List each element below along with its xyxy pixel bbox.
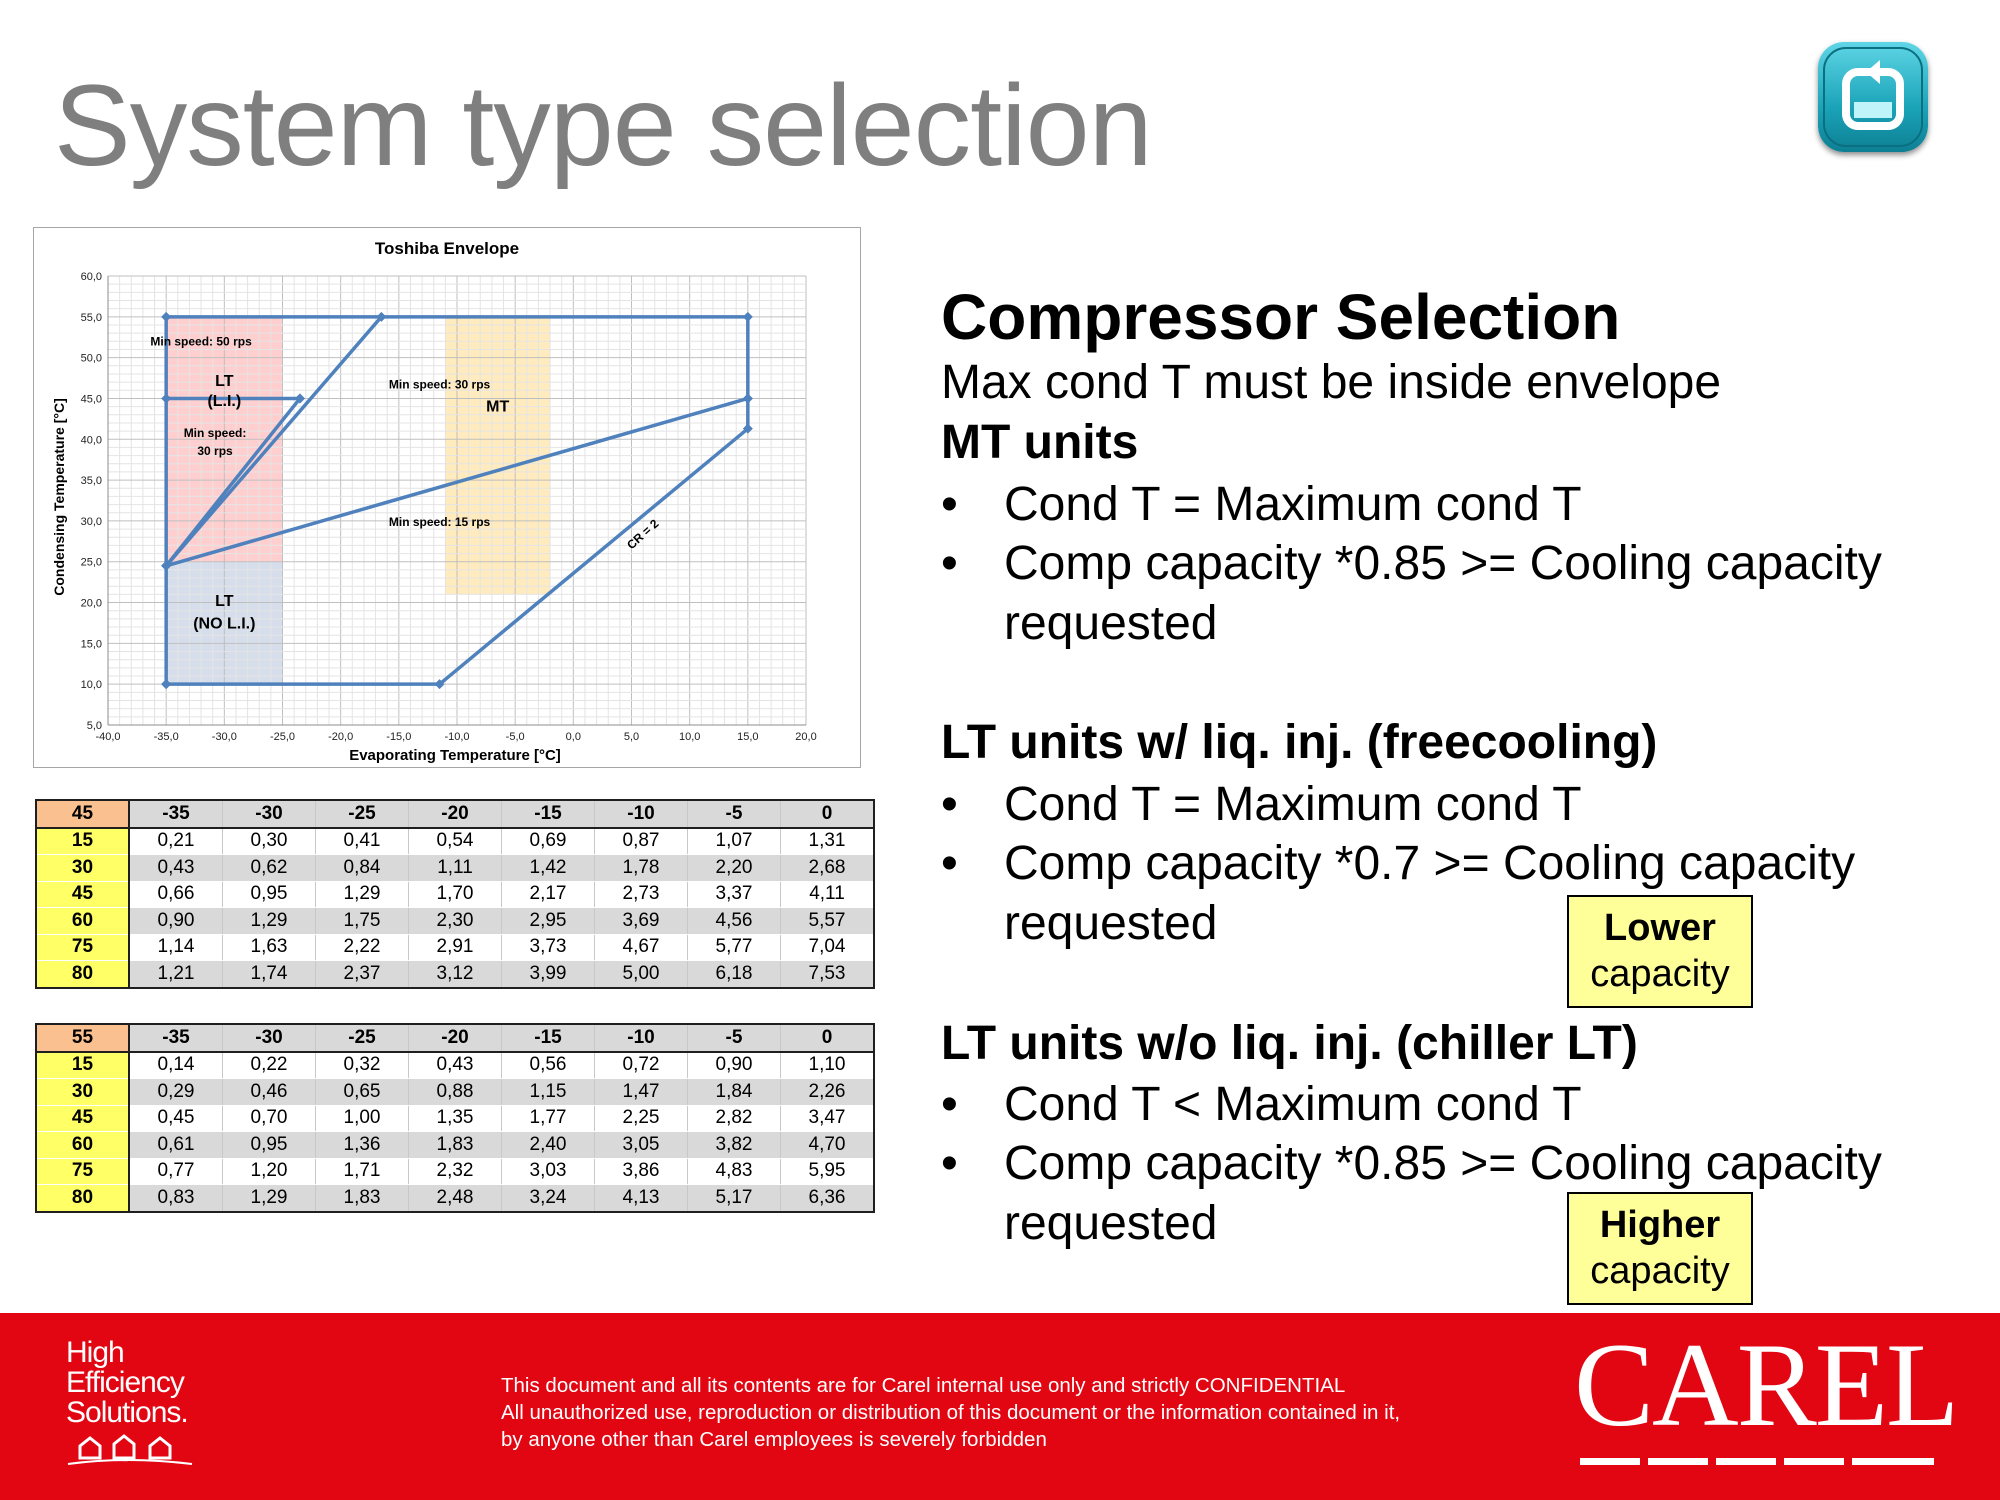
y-axis-label: Condensing Temperature [°C] bbox=[51, 398, 67, 596]
table-row bbox=[36, 908, 874, 935]
mt-units-title: MT units bbox=[941, 416, 1139, 469]
conf-line: by anyone other than Carel employees is severely forbidden bbox=[501, 1428, 1047, 1451]
x-tick-label: 20,0 bbox=[795, 731, 817, 743]
table-cell: 2,17 bbox=[502, 881, 595, 908]
table-row bbox=[36, 881, 874, 908]
table-cell: 2,82 bbox=[688, 1105, 781, 1132]
table-row bbox=[36, 934, 874, 961]
lower-capacity-callout bbox=[1567, 895, 1753, 1008]
table-row bbox=[36, 1052, 874, 1079]
table-cell: 1,74 bbox=[223, 961, 316, 988]
page-title: System type selection bbox=[54, 62, 1152, 190]
table-cell: 1,29 bbox=[223, 1185, 316, 1212]
bullet-marker: • bbox=[941, 1078, 958, 1131]
table-column-header: -30 bbox=[223, 800, 316, 828]
table-cell: 0,72 bbox=[595, 1052, 688, 1079]
chart-annotation: CR = 2 bbox=[624, 516, 662, 553]
logo-underline bbox=[1852, 1458, 1934, 1465]
table-cell: 1,00 bbox=[316, 1105, 409, 1132]
callout-higher-text: capacity bbox=[1590, 1250, 1730, 1292]
x-tick-label: 15,0 bbox=[737, 731, 759, 743]
table-row bbox=[36, 1158, 874, 1185]
table-row-header: 15 bbox=[36, 828, 129, 855]
table-cell: 1,77 bbox=[502, 1105, 595, 1132]
table-cell: 3,69 bbox=[595, 908, 688, 935]
table-cell: 0,21 bbox=[129, 828, 223, 855]
table-row-header: 75 bbox=[36, 1158, 129, 1185]
x-tick-label: -10,0 bbox=[444, 731, 470, 743]
higher-capacity-callout bbox=[1567, 1192, 1753, 1305]
table-corner: 45 bbox=[36, 800, 129, 828]
x-tick-label: -25,0 bbox=[269, 731, 296, 743]
table-row-header: 60 bbox=[36, 1132, 129, 1159]
table-cell: 0,88 bbox=[409, 1079, 502, 1106]
table-cell: 1,63 bbox=[223, 934, 316, 961]
chart-annotation: (NO L.I.) bbox=[193, 615, 256, 633]
table-cell: 4,56 bbox=[688, 908, 781, 935]
table-cell: 0,83 bbox=[129, 1185, 223, 1212]
table-cell: 1,75 bbox=[316, 908, 409, 935]
table-cell: 0,90 bbox=[129, 908, 223, 935]
y-tick-label: 55,0 bbox=[80, 311, 102, 324]
lt-li-bullet-2: Comp capacity *0.7 >= Cooling capacity bbox=[1004, 837, 1856, 890]
table-cell: 2,91 bbox=[409, 934, 502, 961]
x-tick-label: -15,0 bbox=[386, 731, 412, 743]
y-tick-label: 35,0 bbox=[80, 475, 102, 488]
table-cell: 1,84 bbox=[688, 1079, 781, 1106]
lt-noli-bullet-1: Cond T < Maximum cond T bbox=[1004, 1078, 1582, 1131]
table-column-header: -25 bbox=[316, 1024, 409, 1052]
table-row bbox=[36, 855, 874, 882]
chart-annotation: 30 rps bbox=[197, 443, 233, 458]
table-column-header: 0 bbox=[781, 1024, 875, 1052]
table-cell: 1,47 bbox=[595, 1079, 688, 1106]
table-cell: 5,95 bbox=[781, 1158, 875, 1185]
x-tick-label: 10,0 bbox=[678, 731, 701, 743]
table-row-header: 45 bbox=[36, 881, 129, 908]
table-cell: 0,56 bbox=[502, 1052, 595, 1079]
carel-logo: CAREL bbox=[1574, 1318, 1958, 1451]
table-cell: 0,41 bbox=[316, 828, 409, 855]
table-row bbox=[36, 1185, 874, 1212]
bullet-marker: • bbox=[941, 837, 958, 890]
table-cell: 1,07 bbox=[688, 828, 781, 855]
table-cell: 0,62 bbox=[223, 855, 316, 882]
table-cell: 6,36 bbox=[781, 1185, 875, 1212]
y-tick-label: 50,0 bbox=[80, 352, 102, 365]
table-cell: 2,32 bbox=[409, 1158, 502, 1185]
table-cell: 2,22 bbox=[316, 934, 409, 961]
table-row-header: 30 bbox=[36, 1079, 129, 1106]
table-cell: 5,77 bbox=[688, 934, 781, 961]
table-column-header: -30 bbox=[223, 1024, 316, 1052]
x-tick-label: -35,0 bbox=[153, 731, 179, 743]
tagline-line: High bbox=[66, 1336, 124, 1369]
table-cell: 1,36 bbox=[316, 1132, 409, 1159]
table-cell: 0,45 bbox=[129, 1105, 223, 1132]
refresh-icon bbox=[1818, 42, 1928, 152]
table-cell: 0,54 bbox=[409, 828, 502, 855]
table-cell: 0,46 bbox=[223, 1079, 316, 1106]
table-cell: 4,13 bbox=[595, 1185, 688, 1212]
envelope-chart-svg bbox=[34, 228, 860, 767]
chart-annotation: MT bbox=[486, 398, 510, 416]
intro-text: Max cond T must be inside envelope bbox=[941, 356, 1722, 409]
table-cell: 7,53 bbox=[781, 961, 875, 988]
chart-annotation: Min speed: bbox=[183, 425, 247, 440]
table-row-header: 80 bbox=[36, 1185, 129, 1212]
refresh-button[interactable] bbox=[1818, 42, 1928, 152]
table-cell: 4,67 bbox=[595, 934, 688, 961]
callout-lower-bold: Lower bbox=[1604, 907, 1716, 949]
table-cell: 1,35 bbox=[409, 1105, 502, 1132]
table-column-header: -5 bbox=[688, 1024, 781, 1052]
tagline-line: Solutions. bbox=[66, 1396, 188, 1429]
y-tick-label: 45,0 bbox=[80, 393, 102, 406]
table-column-header: -10 bbox=[595, 1024, 688, 1052]
table-cell: 2,68 bbox=[781, 855, 875, 882]
table-cell: 0,61 bbox=[129, 1132, 223, 1159]
table-row-header: 60 bbox=[36, 908, 129, 935]
table-cell: 1,14 bbox=[129, 934, 223, 961]
table-cell: 0,70 bbox=[223, 1105, 316, 1132]
table-cell: 3,05 bbox=[595, 1132, 688, 1159]
table-cell: 1,71 bbox=[316, 1158, 409, 1185]
envelope-chart bbox=[33, 227, 861, 768]
lt-li-bullet-1: Cond T = Maximum cond T bbox=[1004, 778, 1582, 831]
chart-annotation: Min speed: 15 rps bbox=[388, 514, 491, 529]
table-cell: 0,77 bbox=[129, 1158, 223, 1185]
bullet-marker: • bbox=[941, 478, 958, 531]
y-tick-label: 10,0 bbox=[80, 679, 102, 692]
table-cell: 4,11 bbox=[781, 881, 875, 908]
chart-annotation: LT bbox=[215, 592, 234, 610]
footer-tagline bbox=[66, 1338, 196, 1466]
table-row-header: 45 bbox=[36, 1105, 129, 1132]
table-cell: 0,84 bbox=[316, 855, 409, 882]
table-cell: 1,31 bbox=[781, 828, 875, 855]
table-cell: 1,83 bbox=[409, 1132, 502, 1159]
table-row bbox=[36, 828, 874, 855]
logo-underline bbox=[1648, 1458, 1708, 1465]
table-cell: 5,00 bbox=[595, 961, 688, 988]
houses-icon bbox=[66, 1432, 196, 1466]
table-column-header: -15 bbox=[502, 1024, 595, 1052]
capacity-table-55 bbox=[35, 1023, 875, 1213]
compressor-selection-heading: Compressor Selection bbox=[941, 281, 1621, 353]
envelope-marker bbox=[743, 312, 753, 322]
lt-li-units-title: LT units w/ liq. inj. (freecooling) bbox=[941, 716, 1658, 769]
table-cell: 3,86 bbox=[595, 1158, 688, 1185]
table-cell: 6,18 bbox=[688, 961, 781, 988]
table-column-header: -10 bbox=[595, 800, 688, 828]
conf-line: All unauthorized use, reproduction or distribution of this document or the information contained in it, bbox=[501, 1401, 1401, 1424]
table-column-header: -20 bbox=[409, 1024, 502, 1052]
table-cell: 0,29 bbox=[129, 1079, 223, 1106]
confidentiality-notice bbox=[501, 1372, 1400, 1453]
table-cell: 5,17 bbox=[688, 1185, 781, 1212]
table-column-header: -20 bbox=[409, 800, 502, 828]
table-row bbox=[36, 961, 874, 988]
table-cell: 4,70 bbox=[781, 1132, 875, 1159]
x-tick-label: -20,0 bbox=[328, 731, 354, 743]
table-cell: 1,83 bbox=[316, 1185, 409, 1212]
chart-annotation: LT bbox=[215, 373, 234, 391]
table-row bbox=[36, 1079, 874, 1106]
table-cell: 2,26 bbox=[781, 1079, 875, 1106]
table-row-header: 30 bbox=[36, 855, 129, 882]
x-tick-label: -5,0 bbox=[505, 731, 525, 743]
table-cell: 1,29 bbox=[223, 908, 316, 935]
table-cell: 1,70 bbox=[409, 881, 502, 908]
chart-annotation: Min speed: 30 rps bbox=[388, 377, 491, 392]
table-cell: 0,22 bbox=[223, 1052, 316, 1079]
table-cell: 0,90 bbox=[688, 1052, 781, 1079]
bullet-marker: • bbox=[941, 537, 958, 590]
y-tick-label: 40,0 bbox=[80, 434, 102, 447]
table-column-header: 0 bbox=[781, 800, 875, 828]
table-cell: 0,95 bbox=[223, 1132, 316, 1159]
y-tick-label: 5,0 bbox=[86, 720, 102, 732]
table-row bbox=[36, 1105, 874, 1132]
table-column-header: -5 bbox=[688, 800, 781, 828]
table-cell: 2,95 bbox=[502, 908, 595, 935]
table-cell: 3,03 bbox=[502, 1158, 595, 1185]
table-cell: 5,57 bbox=[781, 908, 875, 935]
table-cell: 1,29 bbox=[316, 881, 409, 908]
lt-noli-bullet-2-cont: requested bbox=[1004, 1197, 1218, 1250]
table-cell: 2,48 bbox=[409, 1185, 502, 1212]
table-cell: 0,30 bbox=[223, 828, 316, 855]
table-cell: 0,43 bbox=[409, 1052, 502, 1079]
table-cell: 3,73 bbox=[502, 934, 595, 961]
lt-li-bullet-2-cont: requested bbox=[1004, 897, 1218, 950]
table-column-header: -35 bbox=[129, 800, 223, 828]
table-cell: 1,21 bbox=[129, 961, 223, 988]
table-cell: 2,25 bbox=[595, 1105, 688, 1132]
x-tick-label: -30,0 bbox=[211, 731, 237, 743]
table-row-header: 15 bbox=[36, 1052, 129, 1079]
table-cell: 3,82 bbox=[688, 1132, 781, 1159]
table-column-header: -35 bbox=[129, 1024, 223, 1052]
table-cell: 1,42 bbox=[502, 855, 595, 882]
table-cell: 7,04 bbox=[781, 934, 875, 961]
y-tick-label: 20,0 bbox=[80, 597, 102, 610]
table-cell: 3,47 bbox=[781, 1105, 875, 1132]
table-cell: 1,20 bbox=[223, 1158, 316, 1185]
mt-bullet-2-cont: requested bbox=[1004, 597, 1218, 650]
mt-bullet-1: Cond T = Maximum cond T bbox=[1004, 478, 1582, 531]
table-cell: 1,11 bbox=[409, 855, 502, 882]
table-cell: 0,66 bbox=[129, 881, 223, 908]
capacity-table-45 bbox=[35, 799, 875, 989]
table-cell: 0,69 bbox=[502, 828, 595, 855]
chart-annotation: Min speed: 50 rps bbox=[150, 334, 252, 349]
table-cell: 1,15 bbox=[502, 1079, 595, 1106]
conf-line: This document and all its contents are for Carel internal use only and strictly CONFIDENTIAL bbox=[501, 1374, 1346, 1397]
x-tick-label: -40,0 bbox=[95, 731, 121, 743]
table-column-header: -25 bbox=[316, 800, 409, 828]
bullet-marker: • bbox=[941, 778, 958, 831]
y-tick-label: 60,0 bbox=[80, 271, 102, 283]
table-corner: 55 bbox=[36, 1024, 129, 1052]
x-tick-label: 0,0 bbox=[565, 731, 581, 743]
x-axis-label: Evaporating Temperature [°C] bbox=[349, 747, 561, 764]
y-tick-label: 25,0 bbox=[80, 556, 102, 569]
logo-underline bbox=[1580, 1458, 1640, 1465]
x-tick-label: 5,0 bbox=[623, 731, 640, 743]
table-cell: 0,14 bbox=[129, 1052, 223, 1079]
bullet-marker: • bbox=[941, 1137, 958, 1190]
y-tick-label: 15,0 bbox=[80, 638, 102, 651]
chart-annotation: (L.I.) bbox=[207, 392, 242, 410]
tagline-line: Efficiency bbox=[66, 1366, 184, 1399]
callout-lower-text: capacity bbox=[1590, 953, 1730, 995]
lt-noli-units-title: LT units w/o liq. inj. (chiller LT) bbox=[941, 1017, 1638, 1070]
table-cell: 2,37 bbox=[316, 961, 409, 988]
table-cell: 0,32 bbox=[316, 1052, 409, 1079]
table-cell: 0,43 bbox=[129, 855, 223, 882]
table-cell: 2,73 bbox=[595, 881, 688, 908]
table-cell: 2,20 bbox=[688, 855, 781, 882]
mt-bullet-2: Comp capacity *0.85 >= Cooling capacity bbox=[1004, 537, 1882, 590]
logo-underline bbox=[1716, 1458, 1776, 1465]
lt-noli-bullet-2: Comp capacity *0.85 >= Cooling capacity bbox=[1004, 1137, 1882, 1190]
y-tick-label: 30,0 bbox=[80, 515, 102, 528]
table-cell: 1,78 bbox=[595, 855, 688, 882]
logo-underline bbox=[1784, 1458, 1844, 1465]
table-cell: 1,10 bbox=[781, 1052, 875, 1079]
chart-title: Toshiba Envelope bbox=[374, 239, 520, 258]
table-row-header: 80 bbox=[36, 961, 129, 988]
table-cell: 0,87 bbox=[595, 828, 688, 855]
table-cell: 2,40 bbox=[502, 1132, 595, 1159]
table-cell: 2,30 bbox=[409, 908, 502, 935]
table-cell: 3,12 bbox=[409, 961, 502, 988]
table-row-header: 75 bbox=[36, 934, 129, 961]
table-row bbox=[36, 1132, 874, 1159]
table-cell: 4,83 bbox=[688, 1158, 781, 1185]
callout-higher-bold: Higher bbox=[1599, 1204, 1721, 1246]
envelope-marker bbox=[743, 393, 753, 403]
table-column-header: -15 bbox=[502, 800, 595, 828]
table-cell: 3,37 bbox=[688, 881, 781, 908]
table-cell: 0,95 bbox=[223, 881, 316, 908]
table-cell: 0,65 bbox=[316, 1079, 409, 1106]
table-cell: 3,99 bbox=[502, 961, 595, 988]
table-cell: 3,24 bbox=[502, 1185, 595, 1212]
